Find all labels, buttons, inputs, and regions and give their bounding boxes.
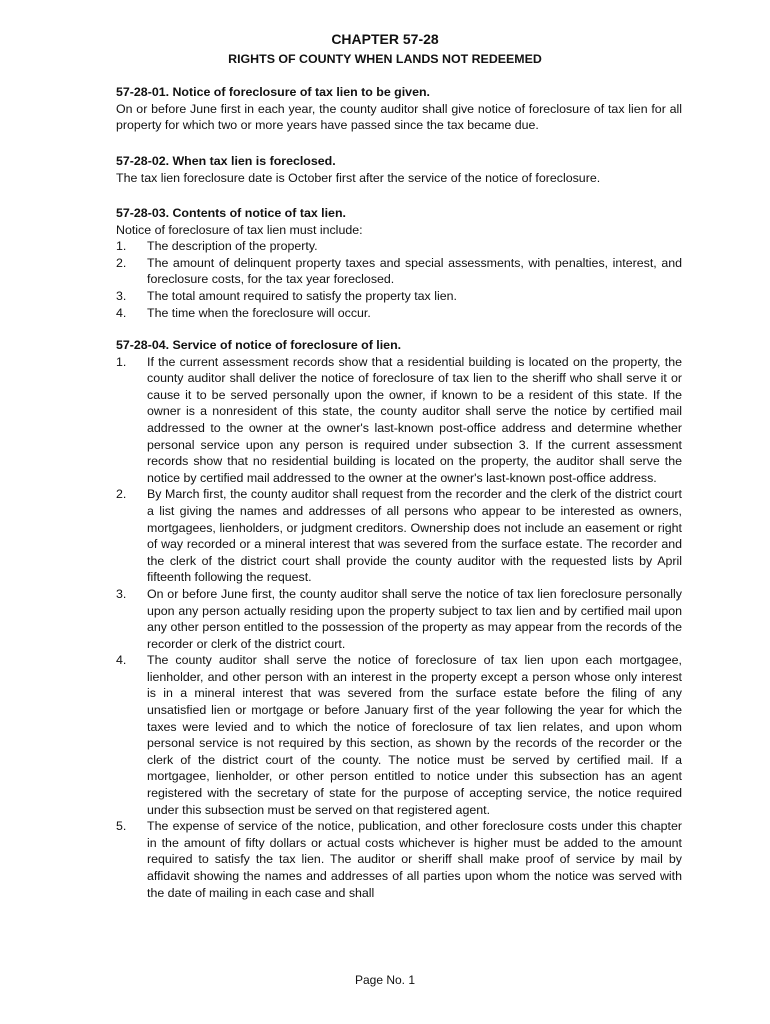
section-57-28-01 <box>92 84 682 134</box>
list-item <box>92 818 682 901</box>
item-number: 1. <box>116 354 127 369</box>
section-heading: 57-28-02. When tax lien is foreclosed. <box>116 154 336 168</box>
item-text: The description of the property. <box>147 239 318 254</box>
item-list <box>92 354 682 902</box>
section-heading: 57-28-01. Notice of foreclosure of tax lien to be given. <box>116 85 430 99</box>
section-heading: 57-28-03. Contents of notice of tax lien. <box>116 206 346 220</box>
item-text: By March first, the county auditor shall request from the recorder and the clerk of the district court a list giving the names and addresses of all persons who appear to be interested as owners, mortgagees, lienholders, or judgment creditors. Ownership does not include an easement or right of way recorded or a mineral interest that was severed from the surface estate. The recorder and the clerk of the district court shall provide the county auditor with the requested lists by April fifteenth following the request. <box>147 487 682 585</box>
section-body: The tax lien foreclosure date is October first after the service of the notice of foreclosure. <box>116 170 601 185</box>
chapter-subtitle: RIGHTS OF COUNTY WHEN LANDS NOT REDEEMED <box>228 52 542 66</box>
item-text: The expense of service of the notice, publication, and other foreclosure costs under this chapter in the amount of fifty dollars or actual costs whichever is higher must be added to the amount required to satisfy the tax lien. The auditor or sheriff shall make proof of service by mail by affidavit showing the names and addresses of all parties upon whom the notice was served with the date of mailing in each case and shall <box>147 819 682 900</box>
list-item <box>92 288 682 305</box>
item-number: 4. <box>116 305 127 320</box>
item-text: The total amount required to satisfy the property tax lien. <box>147 288 457 303</box>
section-57-28-02 <box>92 153 682 186</box>
item-text: The county auditor shall serve the notice of foreclosure of tax lien upon each mortgagee, lienholder, and other person with an interest in the property except a person whose only interest is in a mineral interest that was severed from the surface estate before the filing of any unsatisfied lien or mortgage or before January first of the year following the year for which the taxes were levied and to which the notice of foreclosure of tax lien relates, and upon whom personal service is not required by this section, as shown by the records of the recorder or the clerk of the district court of the county. The notice must be served by certified mail. If a mortgagee, lienholder, or other person entitled to notice under this subsection has an agent registered with the secretary of state for the purpose of accepting service, the notice required under this subsection must be served on that registered agent. <box>147 653 682 817</box>
item-number: 2. <box>116 487 127 502</box>
section-heading: 57-28-04. Service of notice of foreclosure of lien. <box>116 338 402 352</box>
list-item <box>92 486 682 586</box>
list-item <box>92 652 682 818</box>
section-57-28-04 <box>92 337 682 901</box>
item-number: 3. <box>116 288 127 303</box>
list-item <box>92 586 682 652</box>
item-text: The time when the foreclosure will occur. <box>147 305 371 320</box>
item-text: On or before June first, the county auditor shall serve the notice of tax lien foreclosure personally upon any person actually residing upon the property subject to tax lien and by certified mail upon any other person entitled to the possession of the property as may appear from the records of the recorder or clerk of the district court. <box>147 586 682 651</box>
item-number: 3. <box>116 586 127 601</box>
page-number: Page No. 1 <box>354 973 416 987</box>
item-number: 4. <box>116 653 127 668</box>
section-57-28-03 <box>92 205 682 321</box>
section-body: On or before June first in each year, the county auditor shall give notice of foreclosure of tax lien for all property for which two or more years have passed since the tax became due. <box>116 101 682 133</box>
list-item <box>92 305 682 322</box>
list-item <box>92 255 682 288</box>
chapter-title: CHAPTER 57-28 <box>331 31 439 47</box>
list-item <box>92 354 682 487</box>
item-list <box>92 238 682 321</box>
item-number: 1. <box>116 239 127 254</box>
item-text: If the current assessment records show that a residential building is located on the property, the county auditor shall deliver the notice of foreclosure of tax lien to the sheriff who shall serve it or cause it to be served personally upon the owner, if known to be a resident of this state. If the owner is a nonresident of this state, the county auditor shall serve the notice by certified mail addressed to the owner at the owner's last-known post-office address and determine whether personal service upon any person is required under subsection 3. If the current assessment records show that no residential building is located on the property, the auditor shall serve the notice by certified mail addressed to the owner at the owner's last-known post-office address. <box>147 354 682 485</box>
item-text: The amount of delinquent property taxes and special assessments, with penalties, interest, and foreclosure costs, for the tax year foreclosed. <box>147 255 682 287</box>
item-number: 2. <box>116 255 127 270</box>
item-number: 5. <box>116 819 127 834</box>
section-intro: Notice of foreclosure of tax lien must include: <box>116 222 363 237</box>
list-item <box>92 238 682 255</box>
